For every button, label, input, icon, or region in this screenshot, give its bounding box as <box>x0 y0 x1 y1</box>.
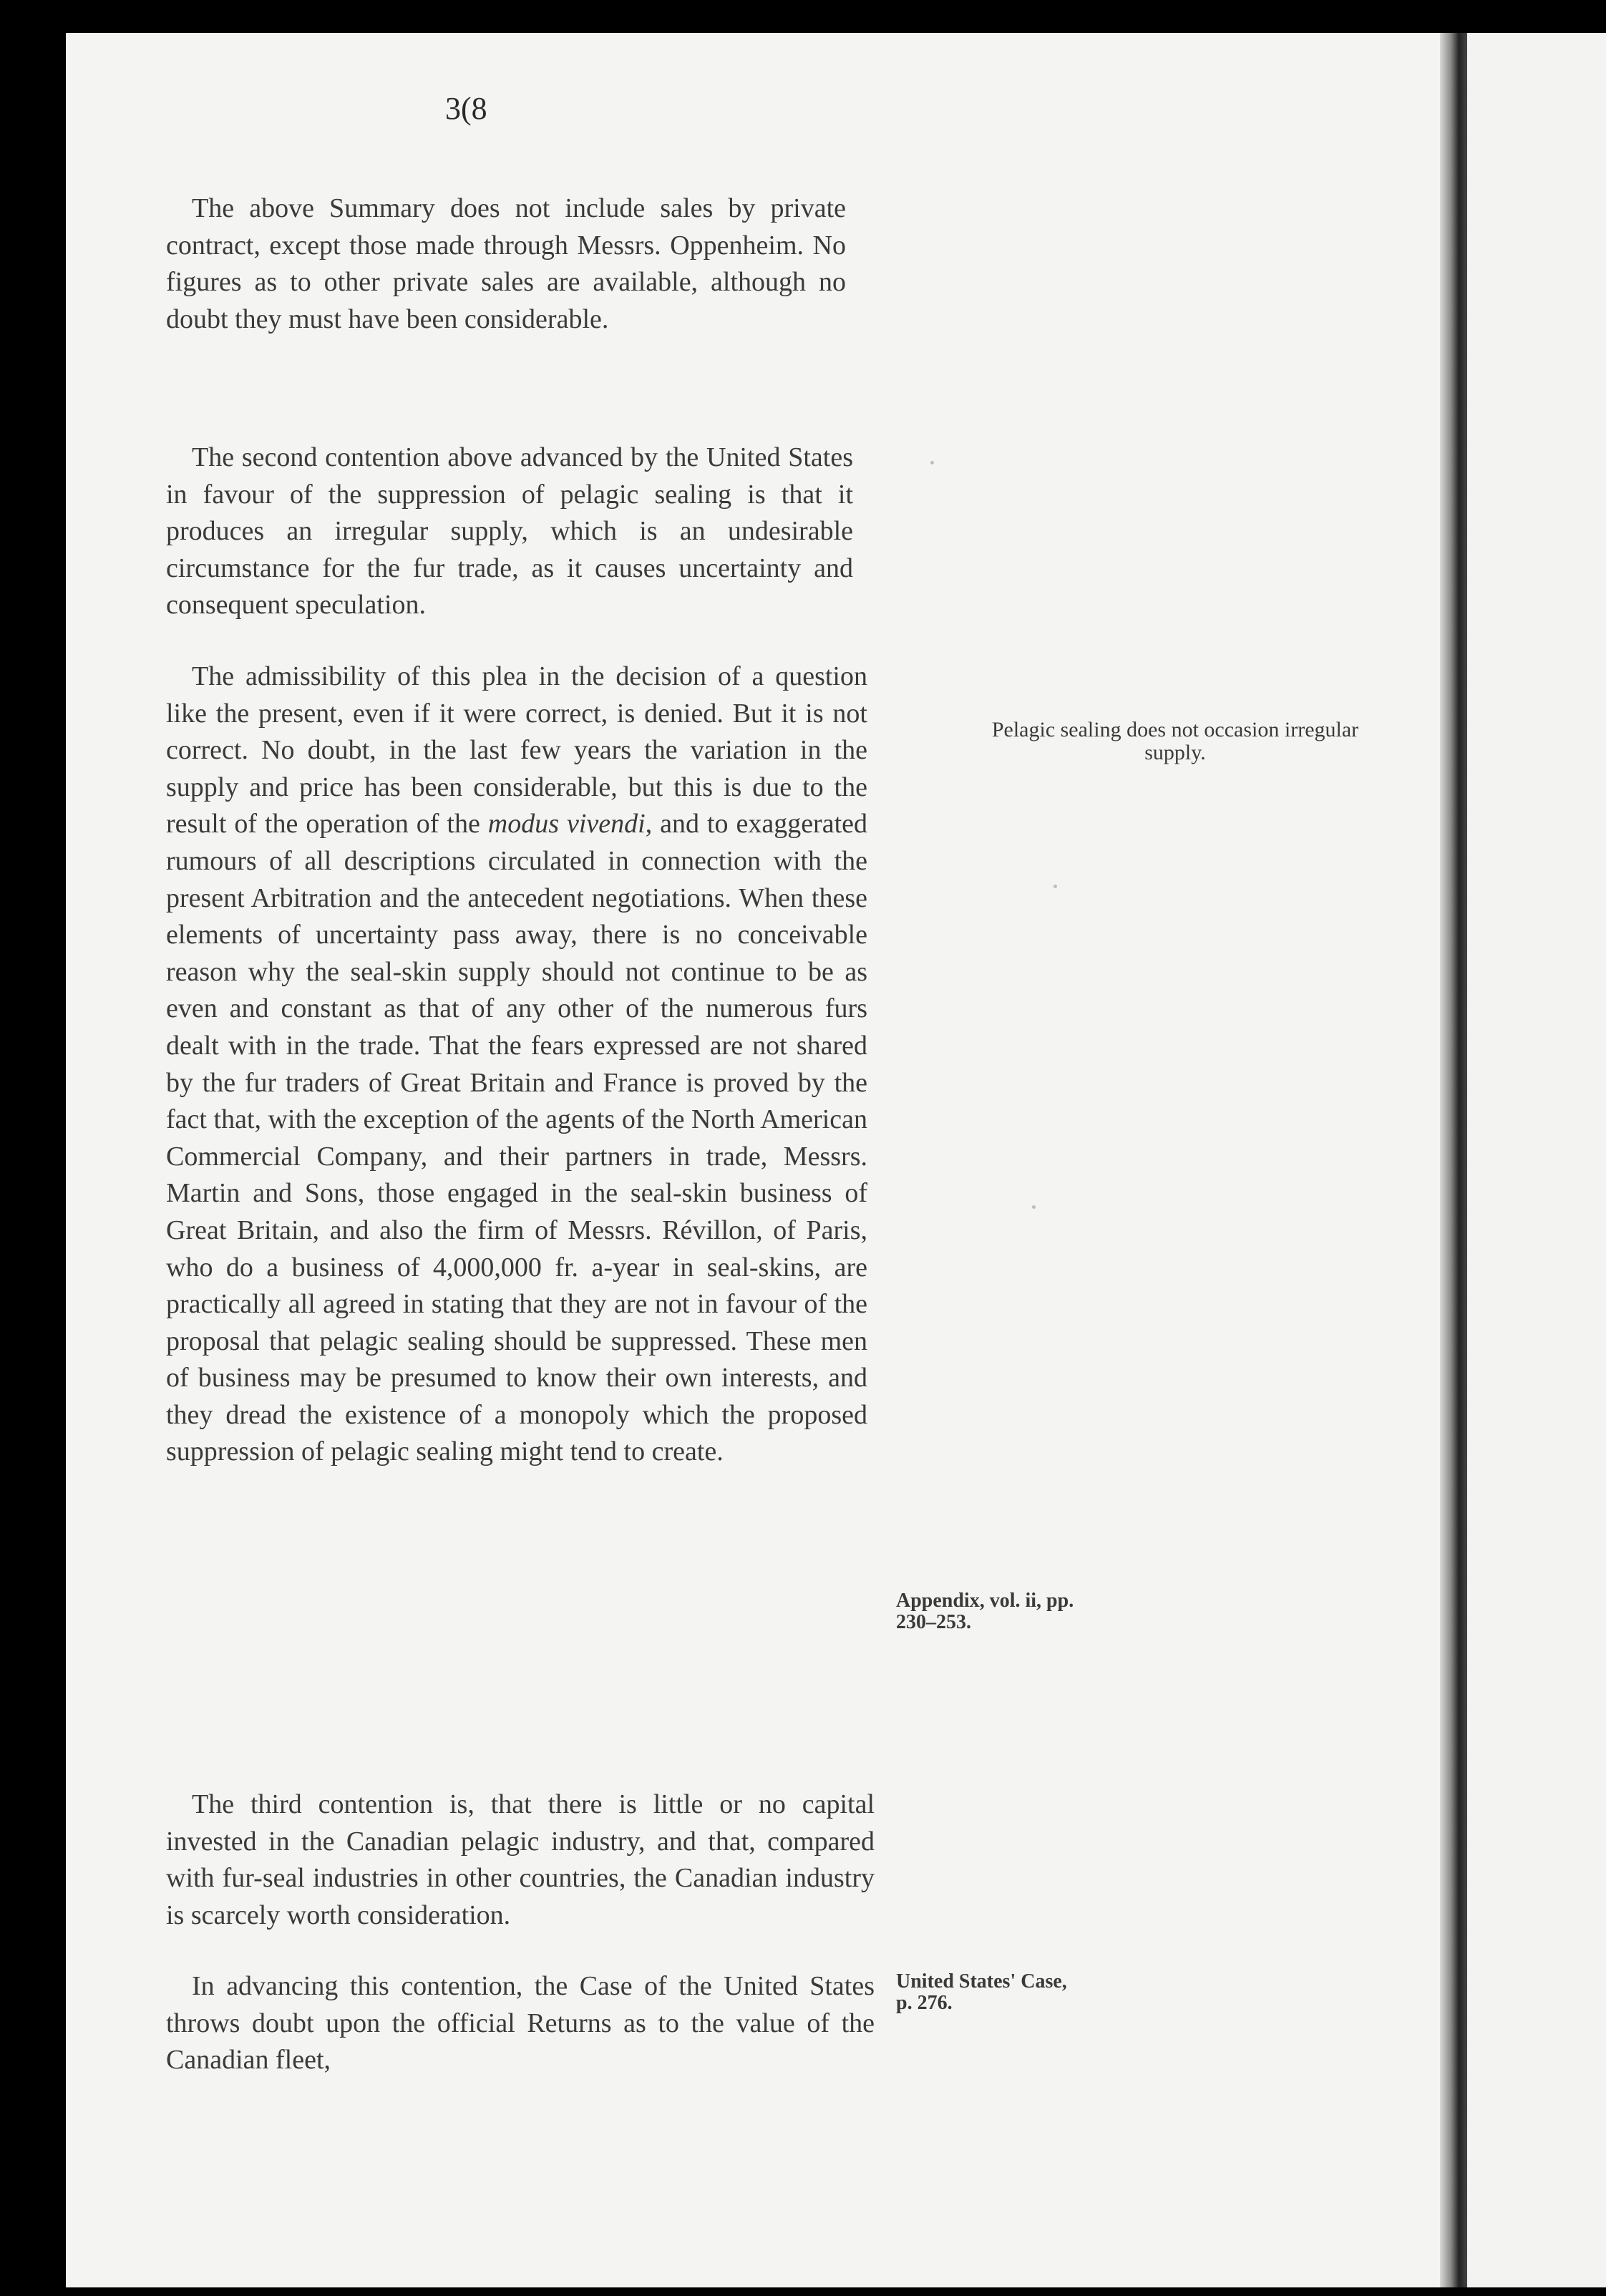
paragraph-text: The admissibility of this plea in the decision of a question like the present, even if it were correct, is denied. But it is not correct. No doubt, in the last few years the variation in the supply and price has been considerable, but this is due to the result of the operation of the <box>166 661 867 840</box>
book-page <box>66 33 1440 2287</box>
paragraph-text: In advancing this contention, the Case of the United States throws doubt upon the official Returns as to the value of the Canadian fleet, <box>166 1971 875 2076</box>
paragraph-third-contention <box>166 1786 875 1934</box>
paragraph-text: The above Summary does not include sales by private contract, except those made through Messrs. Oppenheim. No figures as to other private sales are available, although no doubt they must have been considerable. <box>166 193 846 334</box>
paragraph-text: The third contention is, that there is little or no capital invested in the Canadian pelagic industry, and that, compared with fur-seal industries in other countries, the Canadian industry is scarcely worth consideration. <box>166 1789 875 1930</box>
page-gutter-shadow <box>1440 33 1467 2287</box>
paragraph-text-continued: , and to exaggerated rumours of all descriptions circulated in connection with the present Arbitration and the antecedent negotiations. When these elements of uncertainty pass away, there is no conceivable reason why the seal-skin supply should not continue to be as even and constant as that of any other of the numerous furs dealt with in the trade. That the fears expressed are not shared by the fur traders of Great Britain and France is proved by the fact that, with the exception of the agents of the North American Commercial Company, and their partners in trade, Messrs. Martin and Sons, those engaged in the seal-skin business of Great Britain, and also the firm of Messrs. Révillon, of Paris, who do a business of 4,000,000 fr. a-year in seal-skins, are practically all agreed in stating that they are not in favour of the proposal that pelagic sealing should be suppressed. These men of business may be presumed to know their own interests, and they dread the existence of a monopoly which the proposed suppression of pelagic sealing might tend to create. <box>166 809 867 1467</box>
paper-speck <box>1053 885 1057 888</box>
margin-note-appendix-reference: Appendix, vol. ii, pp. 230–253. <box>896 1590 1074 1633</box>
paragraph-text: The second contention above advanced by the United States in favour of the suppression of pelagic sealing is that it produces an irregular supply, which is an undesirable circumstance for the fur trade, as it causes uncertainty and consequent speculation. <box>166 442 853 621</box>
paper-speck <box>930 461 934 464</box>
margin-note-us-case-reference: United States' Case, p. 276. <box>896 1970 1067 2014</box>
paragraph-advancing-contention <box>166 1968 875 2079</box>
paragraph-summary-note <box>166 190 846 338</box>
paragraph-italic-term: modus vivendi <box>487 809 646 840</box>
page-number: 3(8 <box>445 91 487 126</box>
paragraph-second-contention <box>166 439 853 624</box>
paper-speck <box>1032 1205 1036 1209</box>
adjacent-page-edge <box>1467 33 1606 2287</box>
paragraph-admissibility <box>166 658 867 1471</box>
margin-note-pelagic-supply: Pelagic sealing does not occasion irregular supply. <box>991 718 1359 764</box>
